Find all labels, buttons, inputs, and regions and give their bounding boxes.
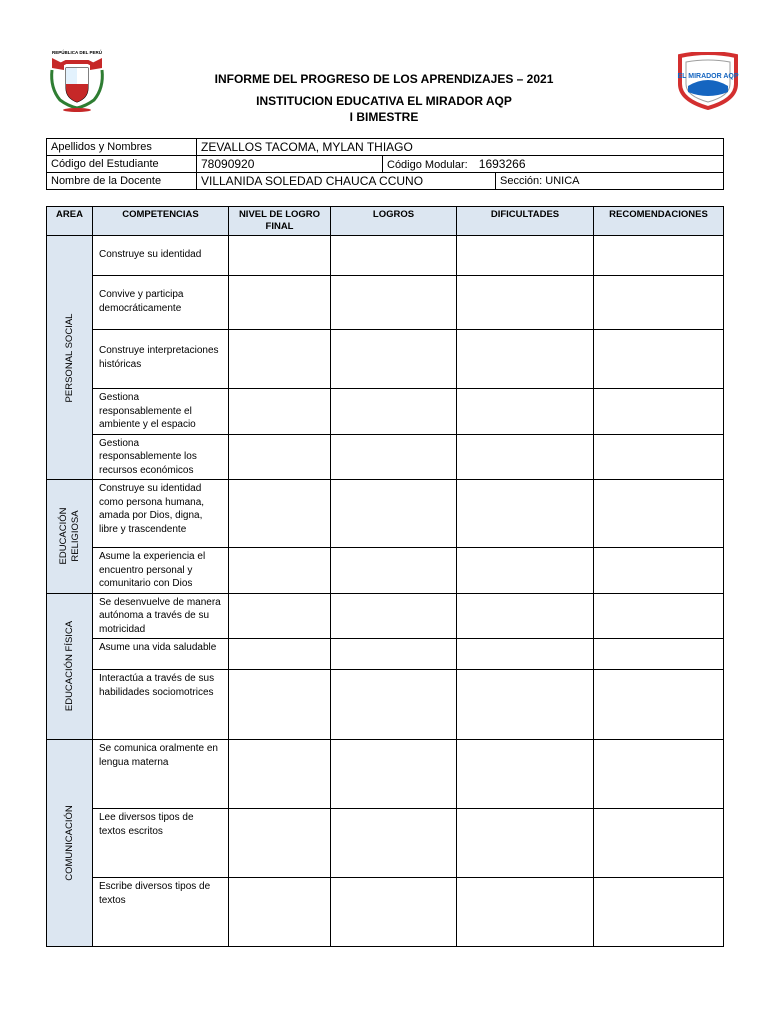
competencia-cell: Asume una vida saludable — [93, 639, 229, 670]
competencia-cell: Asume la experiencia el encuentro personal y comunitario con Dios — [93, 548, 229, 594]
section-label: Sección: UNICA — [496, 173, 724, 190]
nivel-cell[interactable] — [229, 236, 331, 276]
header-competencias: COMPETENCIAS — [93, 207, 229, 236]
recomendaciones-cell[interactable] — [594, 878, 724, 947]
header-dificultades: DIFICULTADES — [457, 207, 594, 236]
teacher-value: VILLANIDA SOLEDAD CHAUCA CCUNO — [197, 173, 496, 190]
table-row — [47, 740, 724, 809]
recomendaciones-cell[interactable] — [594, 809, 724, 878]
student-info-table — [46, 138, 724, 190]
dificultades-cell[interactable] — [457, 740, 594, 809]
student-code-label: Código del Estudiante — [47, 156, 197, 173]
dificultades-cell[interactable] — [457, 878, 594, 947]
dificultades-cell[interactable] — [457, 330, 594, 389]
nivel-cell[interactable] — [229, 330, 331, 389]
header-area: AREA — [47, 207, 93, 236]
header-nivel-logro: NIVEL DE LOGRO FINAL — [229, 207, 331, 236]
recomendaciones-cell[interactable] — [594, 593, 724, 639]
nivel-cell[interactable] — [229, 639, 331, 670]
table-row — [47, 480, 724, 548]
table-row — [47, 548, 724, 594]
area-label: COMUNICACIÓN — [63, 805, 75, 881]
area-educacion-religiosa — [47, 480, 93, 594]
table-row — [47, 639, 724, 670]
area-personal-social — [47, 236, 93, 480]
competencia-cell: Gestiona responsablemente los recursos económicos — [93, 434, 229, 480]
nivel-cell[interactable] — [229, 878, 331, 947]
nivel-cell[interactable] — [229, 434, 331, 480]
report-title: INFORME DEL PROGRESO DE LOS APRENDIZAJES – 2021 — [214, 72, 554, 86]
area-label: EDUCACIÓN FÍSICA — [63, 621, 75, 712]
logros-cell[interactable] — [331, 434, 457, 480]
logros-cell[interactable] — [331, 740, 457, 809]
area-label-line: EDUCACIÓN — [57, 507, 69, 565]
logros-cell[interactable] — [331, 480, 457, 548]
dificultades-cell[interactable] — [457, 389, 594, 435]
logros-cell[interactable] — [331, 670, 457, 740]
student-code-value: 78090920 — [197, 156, 383, 173]
teacher-row — [47, 173, 724, 190]
recomendaciones-cell[interactable] — [594, 236, 724, 276]
logros-cell[interactable] — [331, 809, 457, 878]
recomendaciones-cell[interactable] — [594, 548, 724, 594]
recomendaciones-cell[interactable] — [594, 389, 724, 435]
logros-cell[interactable] — [331, 276, 457, 330]
modular-code-label: Código Modular: — [387, 159, 468, 171]
header-recomendaciones: RECOMENDACIONES — [594, 207, 724, 236]
recomendaciones-cell[interactable] — [594, 740, 724, 809]
competencia-cell: Se desenvuelve de manera autónoma a través de su motricidad — [93, 593, 229, 639]
dificultades-cell[interactable] — [457, 593, 594, 639]
school-logo-text: EL MIRADOR AQP — [677, 73, 739, 80]
logros-cell[interactable] — [331, 236, 457, 276]
logros-cell[interactable] — [331, 548, 457, 594]
table-row — [47, 389, 724, 435]
school-name: INSTITUCION EDUCATIVA EL MIRADOR AQP — [256, 94, 512, 108]
nivel-cell[interactable] — [229, 548, 331, 594]
recomendaciones-cell[interactable] — [594, 639, 724, 670]
area-comunicacion — [47, 740, 93, 947]
student-code-row — [47, 156, 724, 173]
competencia-cell: Construye su identidad — [93, 236, 229, 276]
table-row — [47, 330, 724, 389]
table-row — [47, 434, 724, 480]
competencia-cell: Convive y participa democráticamente — [93, 276, 229, 330]
table-row — [47, 593, 724, 639]
nivel-cell[interactable] — [229, 389, 331, 435]
nivel-cell[interactable] — [229, 480, 331, 548]
table-row — [47, 809, 724, 878]
table-row — [47, 276, 724, 330]
teacher-label: Nombre de la Docente — [47, 173, 197, 190]
dificultades-cell[interactable] — [457, 236, 594, 276]
dificultades-cell[interactable] — [457, 809, 594, 878]
period-label: I BIMESTRE — [349, 110, 419, 124]
competencia-cell: Construye interpretaciones históricas — [93, 330, 229, 389]
competencies-table — [46, 206, 724, 947]
table-row — [47, 670, 724, 740]
competencia-cell: Construye su identidad como persona humana, amada por Dios, digna, libre y trascendente — [93, 480, 229, 548]
modular-code-value: 1693266 — [478, 157, 526, 171]
logros-cell[interactable] — [331, 330, 457, 389]
student-name-value: ZEVALLOS TACOMA, MYLAN THIAGO — [197, 139, 724, 156]
dificultades-cell[interactable] — [457, 480, 594, 548]
nivel-cell[interactable] — [229, 809, 331, 878]
recomendaciones-cell[interactable] — [594, 276, 724, 330]
nivel-cell[interactable] — [229, 276, 331, 330]
logros-cell[interactable] — [331, 389, 457, 435]
logros-cell[interactable] — [331, 639, 457, 670]
modular-code-cell — [383, 156, 724, 173]
logros-cell[interactable] — [331, 878, 457, 947]
dificultades-cell[interactable] — [457, 548, 594, 594]
recomendaciones-cell[interactable] — [594, 330, 724, 389]
dificultades-cell[interactable] — [457, 670, 594, 740]
nivel-cell[interactable] — [229, 740, 331, 809]
area-educacion-fisica — [47, 593, 93, 740]
competencia-cell: Gestiona responsablemente el ambiente y el espacio — [93, 389, 229, 435]
area-label — [58, 508, 82, 565]
student-name-row — [47, 139, 724, 156]
table-row — [47, 878, 724, 947]
competencia-cell: Interactúa a través de sus habilidades sociomotrices — [93, 670, 229, 740]
recomendaciones-cell[interactable] — [594, 480, 724, 548]
area-label: PERSONAL SOCIAL — [63, 313, 75, 402]
recomendaciones-cell[interactable] — [594, 670, 724, 740]
dificultades-cell[interactable] — [457, 434, 594, 480]
nivel-cell[interactable] — [229, 593, 331, 639]
dificultades-cell[interactable] — [457, 276, 594, 330]
student-name-label: Apellidos y Nombres — [47, 139, 197, 156]
logros-cell[interactable] — [331, 593, 457, 639]
coat-of-arms-text: REPÚBLICA DEL PERÚ — [51, 50, 103, 55]
competencia-cell: Se comunica oralmente en lengua materna — [93, 740, 229, 809]
table-row — [47, 236, 724, 276]
table-header-row — [47, 207, 724, 236]
competencia-cell: Escribe diversos tipos de textos — [93, 878, 229, 947]
dificultades-cell[interactable] — [457, 639, 594, 670]
recomendaciones-cell[interactable] — [594, 434, 724, 480]
area-label-line: RELIGIOSA — [69, 510, 81, 562]
competencia-cell: Lee diversos tipos de textos escritos — [93, 809, 229, 878]
header-logros: LOGROS — [331, 207, 457, 236]
nivel-cell[interactable] — [229, 670, 331, 740]
